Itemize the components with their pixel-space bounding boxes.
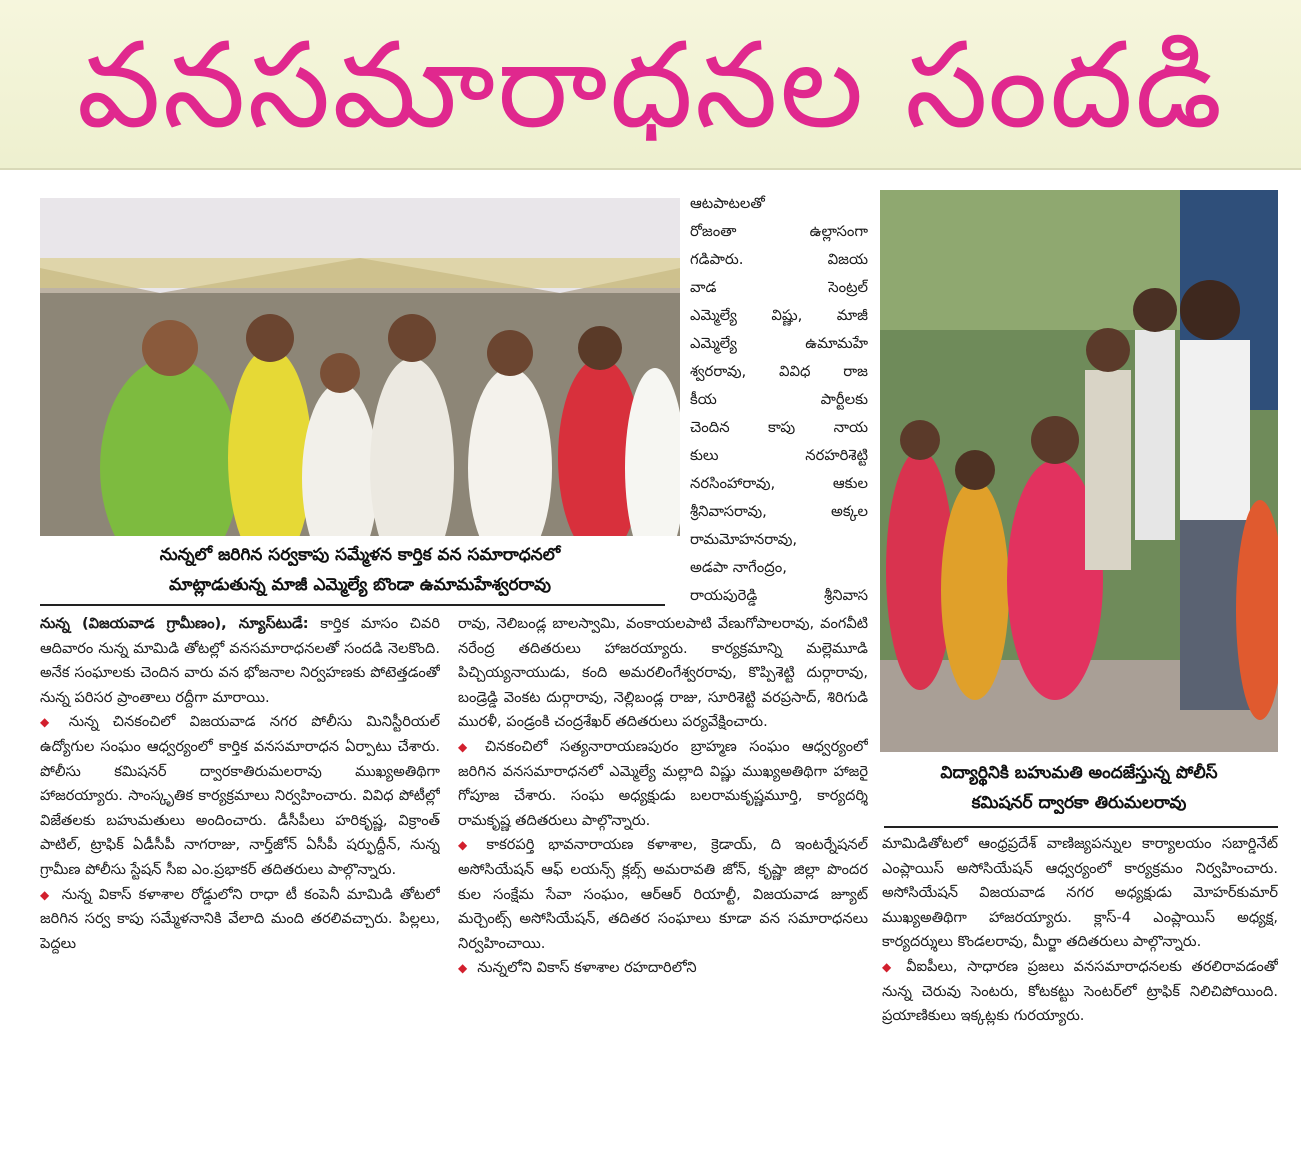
text-line: శ్వరరావు, వివిధ రాజ [690, 363, 868, 380]
text-line: కీయ పార్టీలకు [690, 391, 868, 408]
bullet-diamond-icon: ◆ [882, 959, 897, 974]
photo-right-caption-line2: కమిషనర్ ద్వారకా తిరుమలరావు [971, 793, 1187, 813]
article-column-1 [40, 612, 440, 1150]
paragraph: రావు, నెలిబండ్ల బాలస్వామి, వంకాయలపాటి వేణుగోపాలరావు, వంగవీటి నరేంద్ర తదితరులు హాజరయ్యారు. కార్యక్రమాన్ని మల్లెమూడి పిచ్చియ్యనాయుడు, కంది అమరలింగేశ్వరరావు, కొప్పిశెట్టి దుర్గారావు, బండ్రెడ్డి వెంకట దుర్గారావు, నెల్లిబండ్ల రాజు, సూరిశెట్టి వరప్రసాద్, శిరిగుడి మురళీ, పండ్రంకి చంద్రశేఖర్ తదితరులు పర్యవేక్షించారు. [458, 615, 868, 731]
paragraph: నున్న వికాస్ కళాశాల రోడ్డులోని రాధా టీ కంపెనీ మామిడి తోటలో జరిగిన సర్వ కాపు సమ్మేళనానికి వేలాది మంది తరలివచ్చారు. పిల్లలు, పెద్దలు [40, 885, 440, 952]
paragraph: మామిడితోటలో ఆంధ్రప్రదేశ్ వాణిజ్యపన్నుల కార్యాలయం సబార్డినేట్ ఎంప్లాయిస్ అసోసియేషన్ ఆధ్వర్యంలో కార్యక్రమం నిర్వహించారు. అసోసియేషన్ విజయవాడ నగర అధ్యక్షుడు మోహర్‌కుమార్ ముఖ్యఅతిథిగా హాజరయ్యారు. క్లాస్-4 ఎంప్లాయిస్ అధ్యక్ష, కార్యదర్శులు కొండలరావు, మీర్జా తదితరులు పాల్గొన్నారు. [882, 835, 1278, 951]
bullet-diamond-icon: ◆ [40, 715, 59, 730]
caption-divider-left [40, 604, 665, 606]
text-line: రామమోహనరావు, [690, 531, 798, 548]
article-column-3 [882, 832, 1278, 1150]
text-line: అడపా నాగేంద్రం, [690, 559, 787, 576]
photo-left-caption-line1: నున్నలో జరిగిన సర్వకాపు సమ్మేళన కార్తిక వన సమారాధనలో [159, 545, 561, 565]
paragraph: కార్తిక మాసం చివరి ఆదివారం నున్న మామిడి తోటల్లో వనసమారాధనలతో సందడి నెలకొంది. అనేక సంఘాలకు చెందిన వారు వన భోజనాల నిర్వహణకు పోటెత్తడంతో నున్న పరిసర ప్రాంతాలు రద్దీగా మారాయి. [40, 615, 440, 706]
column-top-right [690, 190, 868, 610]
paragraph: నున్నలోని వికాస్ కళాశాల రహదారిలోని [477, 959, 697, 977]
text-line: కులు నరహరిశెట్టి [690, 447, 868, 464]
photo-left-caption [40, 540, 680, 600]
headline: వనసమారాధనల సందడి [76, 16, 1225, 154]
dateline: నున్న (విజయవాడ గ్రామీణం), న్యూస్‌టుడే: [40, 615, 309, 632]
paragraph: కాకరపర్తి భావనారాయణ కళాశాల, క్రెడాయ్, ది ఇంటర్నేషనల్ అసోసియేషన్ ఆఫ్ లయన్స్ క్లబ్స్ అమరావతి జోన్, కృష్ణా జిల్లా పొందర కుల సంక్షేమ సేవా సంఘం, ఆర్ఆర్ రియాల్టీ, విజయవాడ జ్యూట్ మర్చెంట్స్ అసోసియేషన్, తదితర సంఘాలు కూడా వన సమారాధనలు నిర్వహించాయి. [458, 836, 868, 952]
photo-left-image [40, 198, 680, 536]
photo-left-caption-line2: మాట్లాడుతున్న మాజీ ఎమ్మెల్యే బొండా ఉమామహేశ్వరరావు [169, 575, 551, 595]
photo-right-caption [880, 758, 1278, 818]
text-line: చెందిన కాపు నాయ [690, 419, 868, 436]
bullet-diamond-icon: ◆ [458, 739, 475, 754]
bullet-diamond-icon: ◆ [458, 961, 468, 976]
text-line: ఎమ్మెల్యే విష్ణు, మాజీ [690, 307, 868, 324]
text-line: శ్రీనివాసరావు, అక్కల [690, 503, 868, 520]
photo-left [40, 198, 680, 536]
paragraph: వీఐపీలు, సాధారణ ప్రజలు వనసమారాధనలకు తరలిరావడంతో నున్న చెరువు సెంటరు, కోటకట్టు సెంటర్‌లో ట్రాఫిక్ నిలిచిపోయింది. ప్రయాణికులు ఇక్కట్లకు గురయ్యారు. [882, 957, 1278, 1025]
bullet-diamond-icon: ◆ [458, 838, 477, 853]
text-line: గడిపారు. విజయ [690, 251, 868, 268]
caption-divider-right [884, 826, 1278, 828]
paragraph: నున్న చినకంచిలో విజయవాడ నగర పోలీసు మినిస్టీరియల్ ఉద్యోగుల సంఘం ఆధ్వర్యంలో కార్తిక వనసమారాధన ఏర్పాటు చేశారు. పోలీసు కమిషనర్ ద్వారకాతిరుమలరావు ముఖ్యఅతిథిగా హాజరయ్యారు. సాంస్కృతిక కార్యక్రమాలు నిర్వహించారు. వివిధ పోటీల్లో విజేతలకు బహుమతులు అందించారు. డీసీపీలు హరికృష్ణ, విక్రాంత్ పాటిల్, ట్రాఫిక్ ఏడీసీపీ నాగరాజు, నార్త్‌జోన్ ఏసీపీ షర్ఫుద్దీన్, నున్న గ్రామీణ పోలీసు స్టేషన్ సీఐ ఎం.ప్రభాకర్ తదితరులు పాల్గొన్నారు. [40, 713, 440, 878]
photo-right-caption-line1: విద్యార్థినికి బహుమతి అందజేస్తున్న పోలీస్ [940, 763, 1218, 783]
text-line: రాయపురెడ్డి శ్రీనివాస [690, 587, 868, 604]
text-line: ఎమ్మెల్యే ఉమామహే [690, 335, 868, 352]
bullet-diamond-icon: ◆ [40, 887, 52, 902]
photo-right [880, 190, 1278, 752]
text-line: రోజంతా ఉల్లాసంగా [690, 223, 868, 240]
text-line: నరసింహారావు, ఆకుల [690, 475, 868, 492]
article-column-2 [458, 612, 868, 1150]
text-line: వాడ సెంట్రల్ [690, 279, 868, 296]
paragraph: చినకంచిలో సత్యనారాయణపురం బ్రాహ్మణ సంఘం ఆధ్వర్యంలో జరిగిన వనసమారాధనలో ఎమ్మెల్యే మల్లాది విష్ణు ముఖ్యఅతిథిగా హాజరై గోపూజ చేశారు. సంఘ అధ్యక్షుడు బలరామకృష్ణమూర్తి, కార్యదర్శి రామకృష్ణ తదితరులు పాల్గొన్నారు. [458, 737, 868, 829]
photo-right-image [880, 190, 1278, 752]
text-line: ఆటపాటలతో [690, 195, 765, 212]
